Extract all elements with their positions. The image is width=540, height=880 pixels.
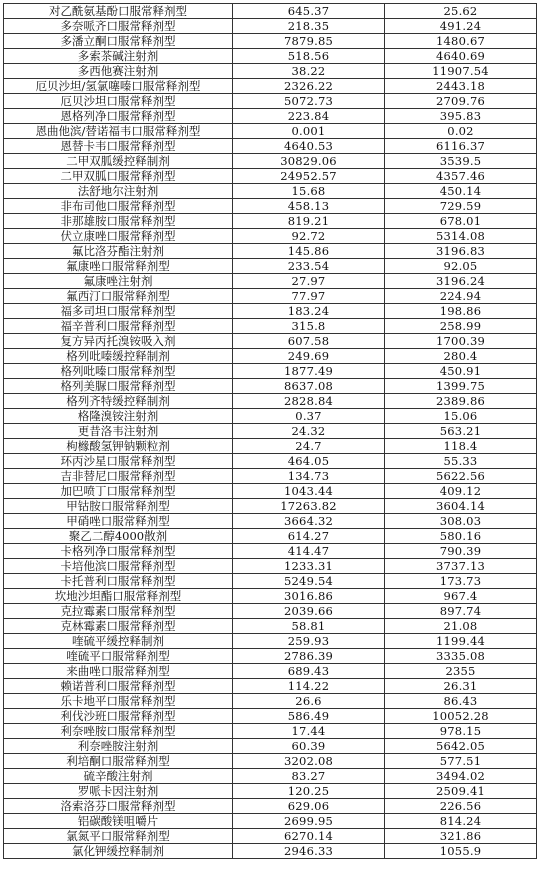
value-a-cell: 1877.49 bbox=[233, 364, 385, 379]
value-b-cell: 729.59 bbox=[385, 199, 537, 214]
table-body bbox=[4, 4, 537, 859]
value-b-cell: 1399.75 bbox=[385, 379, 537, 394]
drug-name-cell: 利奈唑胺注射剂 bbox=[4, 739, 233, 754]
value-b-cell: 321.86 bbox=[385, 829, 537, 844]
value-a-cell: 3202.08 bbox=[233, 754, 385, 769]
value-a-cell: 2828.84 bbox=[233, 394, 385, 409]
drug-name-cell: 赖诺普利口服常释剂型 bbox=[4, 679, 233, 694]
value-a-cell: 7879.85 bbox=[233, 34, 385, 49]
value-b-cell: 280.4 bbox=[385, 349, 537, 364]
table-row bbox=[4, 424, 537, 439]
table-row bbox=[4, 709, 537, 724]
table-row bbox=[4, 439, 537, 454]
table-row bbox=[4, 784, 537, 799]
value-a-cell: 30829.06 bbox=[233, 154, 385, 169]
table-row bbox=[4, 184, 537, 199]
table-row bbox=[4, 229, 537, 244]
value-b-cell: 790.39 bbox=[385, 544, 537, 559]
value-a-cell: 58.81 bbox=[233, 619, 385, 634]
table-row bbox=[4, 139, 537, 154]
table-row bbox=[4, 304, 537, 319]
value-a-cell: 518.56 bbox=[233, 49, 385, 64]
table-row bbox=[4, 724, 537, 739]
value-a-cell: 38.22 bbox=[233, 64, 385, 79]
table-row bbox=[4, 574, 537, 589]
table-row bbox=[4, 634, 537, 649]
value-b-cell: 3494.02 bbox=[385, 769, 537, 784]
value-b-cell: 5622.56 bbox=[385, 469, 537, 484]
value-b-cell: 1055.9 bbox=[385, 844, 537, 859]
value-b-cell: 1700.39 bbox=[385, 334, 537, 349]
value-b-cell: 814.24 bbox=[385, 814, 537, 829]
drug-name-cell: 甲硝唑口服常释剂型 bbox=[4, 514, 233, 529]
value-b-cell: 2709.76 bbox=[385, 94, 537, 109]
drug-name-cell: 福多司坦口服常释剂型 bbox=[4, 304, 233, 319]
drug-name-cell: 更昔洛韦注射剂 bbox=[4, 424, 233, 439]
table-row bbox=[4, 844, 537, 859]
table-row bbox=[4, 364, 537, 379]
table-row bbox=[4, 169, 537, 184]
value-b-cell: 1480.67 bbox=[385, 34, 537, 49]
table-row bbox=[4, 814, 537, 829]
drug-name-cell: 氯化钾缓控释制剂 bbox=[4, 844, 233, 859]
drug-name-cell: 氟康唑口服常释剂型 bbox=[4, 259, 233, 274]
table-row bbox=[4, 154, 537, 169]
drug-name-cell: 格列美脲口服常释剂型 bbox=[4, 379, 233, 394]
table-row bbox=[4, 544, 537, 559]
drug-name-cell: 对乙酰氨基酚口服常释剂型 bbox=[4, 4, 233, 19]
value-a-cell: 414.47 bbox=[233, 544, 385, 559]
value-b-cell: 897.74 bbox=[385, 604, 537, 619]
drug-name-cell: 氯氮平口服常释剂型 bbox=[4, 829, 233, 844]
drug-name-cell: 恩格列净口服常释剂型 bbox=[4, 109, 233, 124]
value-b-cell: 4357.46 bbox=[385, 169, 537, 184]
table-row bbox=[4, 4, 537, 19]
drug-name-cell: 格列吡嗪缓控释制剂 bbox=[4, 349, 233, 364]
drug-name-cell: 格列吡嗪口服常释剂型 bbox=[4, 364, 233, 379]
value-a-cell: 233.54 bbox=[233, 259, 385, 274]
value-b-cell: 2355 bbox=[385, 664, 537, 679]
value-b-cell: 2389.86 bbox=[385, 394, 537, 409]
value-b-cell: 258.99 bbox=[385, 319, 537, 334]
value-b-cell: 226.56 bbox=[385, 799, 537, 814]
drug-name-cell: 福辛普利口服常释剂型 bbox=[4, 319, 233, 334]
drug-name-cell: 罗哌卡因注射剂 bbox=[4, 784, 233, 799]
drug-name-cell: 坎地沙坦酯口服常释剂型 bbox=[4, 589, 233, 604]
value-b-cell: 395.83 bbox=[385, 109, 537, 124]
value-a-cell: 607.58 bbox=[233, 334, 385, 349]
table-row bbox=[4, 214, 537, 229]
value-a-cell: 1043.44 bbox=[233, 484, 385, 499]
drug-name-cell: 厄贝沙坦口服常释剂型 bbox=[4, 94, 233, 109]
value-b-cell: 3604.14 bbox=[385, 499, 537, 514]
table-row bbox=[4, 274, 537, 289]
value-a-cell: 259.93 bbox=[233, 634, 385, 649]
drug-name-cell: 格列齐特缓控释制剂 bbox=[4, 394, 233, 409]
drug-name-cell: 多索茶碱注射剂 bbox=[4, 49, 233, 64]
table-row bbox=[4, 739, 537, 754]
value-b-cell: 450.91 bbox=[385, 364, 537, 379]
value-b-cell: 2509.41 bbox=[385, 784, 537, 799]
value-a-cell: 2946.33 bbox=[233, 844, 385, 859]
value-b-cell: 577.51 bbox=[385, 754, 537, 769]
table-row bbox=[4, 244, 537, 259]
value-a-cell: 819.21 bbox=[233, 214, 385, 229]
value-b-cell: 308.03 bbox=[385, 514, 537, 529]
value-b-cell: 409.12 bbox=[385, 484, 537, 499]
table-row bbox=[4, 319, 537, 334]
value-a-cell: 629.06 bbox=[233, 799, 385, 814]
drug-name-cell: 利培酮口服常释剂型 bbox=[4, 754, 233, 769]
drug-name-cell: 非那雄胺口服常释剂型 bbox=[4, 214, 233, 229]
value-b-cell: 967.4 bbox=[385, 589, 537, 604]
value-a-cell: 92.72 bbox=[233, 229, 385, 244]
drug-name-cell: 法舒地尔注射剂 bbox=[4, 184, 233, 199]
value-a-cell: 315.8 bbox=[233, 319, 385, 334]
table-row bbox=[4, 769, 537, 784]
drug-name-cell: 铝碳酸镁咀嚼片 bbox=[4, 814, 233, 829]
value-a-cell: 0.37 bbox=[233, 409, 385, 424]
value-b-cell: 25.62 bbox=[385, 4, 537, 19]
value-b-cell: 3196.83 bbox=[385, 244, 537, 259]
value-b-cell: 5642.05 bbox=[385, 739, 537, 754]
table-row bbox=[4, 694, 537, 709]
table-row bbox=[4, 394, 537, 409]
value-b-cell: 678.01 bbox=[385, 214, 537, 229]
table-row bbox=[4, 469, 537, 484]
value-a-cell: 249.69 bbox=[233, 349, 385, 364]
table-row bbox=[4, 454, 537, 469]
value-a-cell: 134.73 bbox=[233, 469, 385, 484]
table-row bbox=[4, 589, 537, 604]
table-row bbox=[4, 409, 537, 424]
drug-name-cell: 多西他赛注射剂 bbox=[4, 64, 233, 79]
table-row bbox=[4, 514, 537, 529]
table-row bbox=[4, 94, 537, 109]
value-b-cell: 21.08 bbox=[385, 619, 537, 634]
drug-name-cell: 多潘立酮口服常释剂型 bbox=[4, 34, 233, 49]
drug-name-cell: 二甲双胍缓控释制剂 bbox=[4, 154, 233, 169]
value-b-cell: 6116.37 bbox=[385, 139, 537, 154]
value-b-cell: 11907.54 bbox=[385, 64, 537, 79]
drug-name-cell: 克林霉素口服常释剂型 bbox=[4, 619, 233, 634]
drug-name-cell: 硫辛酸注射剂 bbox=[4, 769, 233, 784]
table-row bbox=[4, 109, 537, 124]
value-a-cell: 60.39 bbox=[233, 739, 385, 754]
value-a-cell: 689.43 bbox=[233, 664, 385, 679]
value-a-cell: 24952.57 bbox=[233, 169, 385, 184]
value-a-cell: 15.68 bbox=[233, 184, 385, 199]
value-b-cell: 86.43 bbox=[385, 694, 537, 709]
value-b-cell: 224.94 bbox=[385, 289, 537, 304]
drug-name-cell: 聚乙二醇4000散剂 bbox=[4, 529, 233, 544]
table-row bbox=[4, 19, 537, 34]
table-row bbox=[4, 334, 537, 349]
drug-name-cell: 伏立康唑口服常释剂型 bbox=[4, 229, 233, 244]
value-a-cell: 645.37 bbox=[233, 4, 385, 19]
value-b-cell: 3539.5 bbox=[385, 154, 537, 169]
value-a-cell: 3664.32 bbox=[233, 514, 385, 529]
table-row bbox=[4, 349, 537, 364]
value-b-cell: 2443.18 bbox=[385, 79, 537, 94]
table-row bbox=[4, 259, 537, 274]
value-b-cell: 3335.08 bbox=[385, 649, 537, 664]
value-a-cell: 2039.66 bbox=[233, 604, 385, 619]
drug-name-cell: 氟康唑注射剂 bbox=[4, 274, 233, 289]
value-b-cell: 173.73 bbox=[385, 574, 537, 589]
drug-name-cell: 卡托普利口服常释剂型 bbox=[4, 574, 233, 589]
drug-name-cell: 多奈哌齐口服常释剂型 bbox=[4, 19, 233, 34]
value-a-cell: 183.24 bbox=[233, 304, 385, 319]
value-b-cell: 26.31 bbox=[385, 679, 537, 694]
value-a-cell: 27.97 bbox=[233, 274, 385, 289]
drug-name-cell: 喹硫平缓控释制剂 bbox=[4, 634, 233, 649]
value-a-cell: 5249.54 bbox=[233, 574, 385, 589]
value-a-cell: 2326.22 bbox=[233, 79, 385, 94]
drug-name-cell: 格隆溴铵注射剂 bbox=[4, 409, 233, 424]
value-b-cell: 3737.13 bbox=[385, 559, 537, 574]
table-row bbox=[4, 64, 537, 79]
value-b-cell: 92.05 bbox=[385, 259, 537, 274]
drug-name-cell: 枸橼酸氢钾钠颗粒剂 bbox=[4, 439, 233, 454]
drug-name-cell: 厄贝沙坦/氢氯噻嗪口服常释剂型 bbox=[4, 79, 233, 94]
value-b-cell: 3196.24 bbox=[385, 274, 537, 289]
drug-name-cell: 氟西汀口服常释剂型 bbox=[4, 289, 233, 304]
value-b-cell: 0.02 bbox=[385, 124, 537, 139]
value-b-cell: 5314.08 bbox=[385, 229, 537, 244]
value-a-cell: 24.32 bbox=[233, 424, 385, 439]
drug-name-cell: 利奈唑胺口服常释剂型 bbox=[4, 724, 233, 739]
value-a-cell: 83.27 bbox=[233, 769, 385, 784]
table-row bbox=[4, 124, 537, 139]
table-row bbox=[4, 289, 537, 304]
value-b-cell: 55.33 bbox=[385, 454, 537, 469]
table-row bbox=[4, 499, 537, 514]
value-b-cell: 4640.69 bbox=[385, 49, 537, 64]
value-b-cell: 563.21 bbox=[385, 424, 537, 439]
value-a-cell: 1233.31 bbox=[233, 559, 385, 574]
value-a-cell: 2786.39 bbox=[233, 649, 385, 664]
value-b-cell: 1199.44 bbox=[385, 634, 537, 649]
value-a-cell: 6270.14 bbox=[233, 829, 385, 844]
value-b-cell: 118.4 bbox=[385, 439, 537, 454]
value-a-cell: 586.49 bbox=[233, 709, 385, 724]
drug-name-cell: 卡格列净口服常释剂型 bbox=[4, 544, 233, 559]
drug-data-table bbox=[3, 3, 537, 859]
value-a-cell: 2699.95 bbox=[233, 814, 385, 829]
value-a-cell: 5072.73 bbox=[233, 94, 385, 109]
value-b-cell: 15.06 bbox=[385, 409, 537, 424]
drug-name-cell: 环丙沙星口服常释剂型 bbox=[4, 454, 233, 469]
table-row bbox=[4, 679, 537, 694]
value-a-cell: 464.05 bbox=[233, 454, 385, 469]
drug-name-cell: 二甲双胍口服常释剂型 bbox=[4, 169, 233, 184]
drug-name-cell: 复方异丙托溴铵吸入剂 bbox=[4, 334, 233, 349]
value-a-cell: 145.86 bbox=[233, 244, 385, 259]
table-row bbox=[4, 199, 537, 214]
table-row bbox=[4, 379, 537, 394]
table-row bbox=[4, 49, 537, 64]
drug-name-cell: 喹硫平口服常释剂型 bbox=[4, 649, 233, 664]
table-row bbox=[4, 484, 537, 499]
drug-name-cell: 非布司他口服常释剂型 bbox=[4, 199, 233, 214]
drug-name-cell: 卡培他滨口服常释剂型 bbox=[4, 559, 233, 574]
table-row bbox=[4, 664, 537, 679]
drug-name-cell: 恩曲他滨/替诺福韦口服常释剂型 bbox=[4, 124, 233, 139]
drug-name-cell: 氟比洛芬酯注射剂 bbox=[4, 244, 233, 259]
drug-name-cell: 恩替卡韦口服常释剂型 bbox=[4, 139, 233, 154]
value-a-cell: 614.27 bbox=[233, 529, 385, 544]
table-row bbox=[4, 529, 537, 544]
table-row bbox=[4, 799, 537, 814]
table-row bbox=[4, 829, 537, 844]
value-b-cell: 978.15 bbox=[385, 724, 537, 739]
value-a-cell: 4640.53 bbox=[233, 139, 385, 154]
value-a-cell: 223.84 bbox=[233, 109, 385, 124]
drug-name-cell: 吉非替尼口服常释剂型 bbox=[4, 469, 233, 484]
table-row bbox=[4, 619, 537, 634]
value-a-cell: 218.35 bbox=[233, 19, 385, 34]
value-a-cell: 26.6 bbox=[233, 694, 385, 709]
value-b-cell: 10052.28 bbox=[385, 709, 537, 724]
table-row bbox=[4, 604, 537, 619]
drug-name-cell: 甲钴胺口服常释剂型 bbox=[4, 499, 233, 514]
value-b-cell: 450.14 bbox=[385, 184, 537, 199]
value-b-cell: 580.16 bbox=[385, 529, 537, 544]
table-row bbox=[4, 649, 537, 664]
value-a-cell: 120.25 bbox=[233, 784, 385, 799]
value-a-cell: 17263.82 bbox=[233, 499, 385, 514]
drug-name-cell: 洛索洛芬口服常释剂型 bbox=[4, 799, 233, 814]
value-a-cell: 77.97 bbox=[233, 289, 385, 304]
drug-name-cell: 利伐沙班口服常释剂型 bbox=[4, 709, 233, 724]
value-a-cell: 458.13 bbox=[233, 199, 385, 214]
drug-name-cell: 乐卡地平口服常释剂型 bbox=[4, 694, 233, 709]
value-b-cell: 491.24 bbox=[385, 19, 537, 34]
value-b-cell: 198.86 bbox=[385, 304, 537, 319]
value-a-cell: 0.001 bbox=[233, 124, 385, 139]
drug-name-cell: 加巴喷丁口服常释剂型 bbox=[4, 484, 233, 499]
value-a-cell: 8637.08 bbox=[233, 379, 385, 394]
value-a-cell: 3016.86 bbox=[233, 589, 385, 604]
drug-name-cell: 来曲唑口服常释剂型 bbox=[4, 664, 233, 679]
value-a-cell: 114.22 bbox=[233, 679, 385, 694]
value-a-cell: 17.44 bbox=[233, 724, 385, 739]
value-a-cell: 24.7 bbox=[233, 439, 385, 454]
table-row bbox=[4, 559, 537, 574]
table-row bbox=[4, 34, 537, 49]
table-row bbox=[4, 79, 537, 94]
drug-name-cell: 克拉霉素口服常释剂型 bbox=[4, 604, 233, 619]
table-row bbox=[4, 754, 537, 769]
